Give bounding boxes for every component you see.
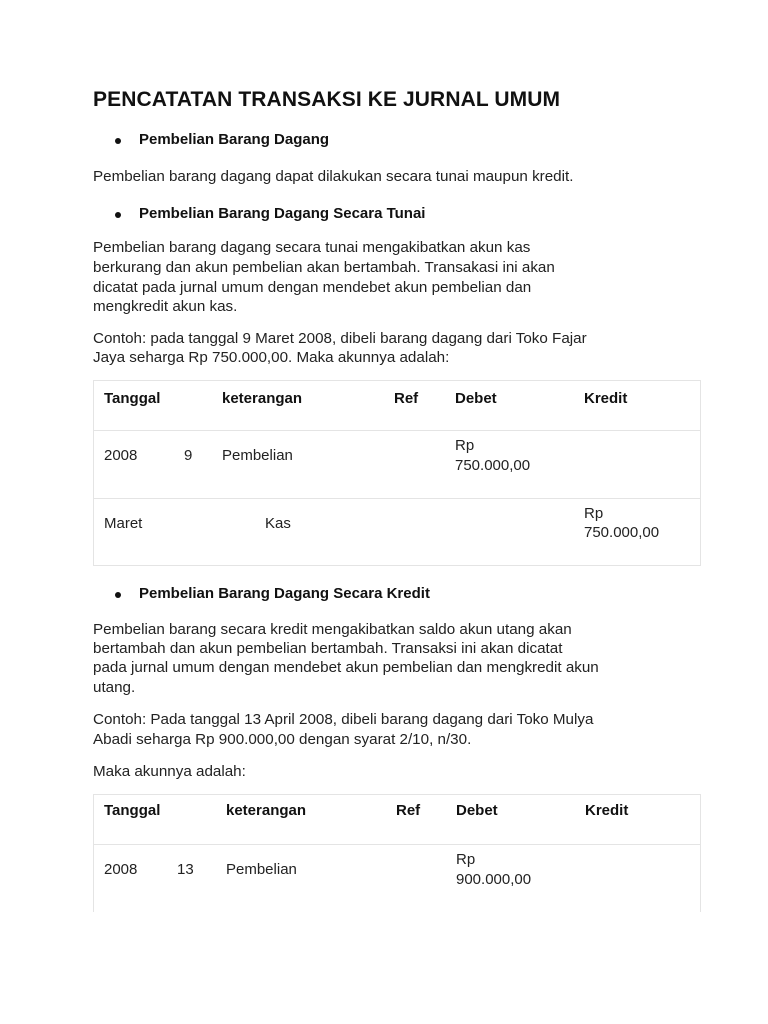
cell-keterangan: Pembelian <box>226 861 297 878</box>
cell-keterangan: Kas <box>265 515 291 532</box>
bullet-label: Pembelian Barang Dagang Secara Tunai <box>139 205 426 222</box>
paragraph-line: Jaya seharga Rp 750.000,00. Maka akunnya adalah: <box>93 349 450 366</box>
header-kredit: Kredit <box>584 390 628 407</box>
paragraph-line: Pembelian barang secara kredit mengakibatkan saldo akun utang akan <box>93 621 572 638</box>
paragraph-line: Contoh: pada tanggal 9 Maret 2008, dibeli barang dagang dari Toko Fajar <box>93 330 587 347</box>
cell-debet-amount: 900.000,00 <box>456 871 532 888</box>
bullet-dot-icon <box>115 592 121 598</box>
bullet-label: Pembelian Barang Dagang <box>139 131 330 148</box>
journal-table-kredit <box>93 794 701 912</box>
paragraph-line: bertambah dan akun pembelian bertambah. Transaksi ini akan dicatat <box>93 640 563 657</box>
paragraph-line: pada jurnal umum dengan mendebet akun pembelian dan mengkredit akun <box>93 659 599 676</box>
header-kredit: Kredit <box>585 802 629 819</box>
journal-table-tunai <box>93 380 701 566</box>
intro-paragraph: Pembelian barang dagang dapat dilakukan secara tunai maupun kredit. <box>93 168 574 185</box>
cell-kredit-currency: Rp <box>584 505 604 522</box>
header-tanggal: Tanggal <box>104 390 161 407</box>
bullet-dot-icon <box>115 138 121 144</box>
header-keterangan: keterangan <box>222 390 303 407</box>
table-row <box>94 845 700 913</box>
cell-year: 2008 <box>104 447 138 464</box>
cell-debet-currency: Rp <box>455 437 475 454</box>
header-ref: Ref <box>394 390 419 407</box>
maka-paragraph: Maka akunnya adalah: <box>93 763 246 780</box>
paragraph-line: utang. <box>93 679 136 696</box>
cell-debet-amount: 750.000,00 <box>455 457 531 474</box>
paragraph-line: mengkredit akun kas. <box>93 298 238 315</box>
page-title: PENCATATAN TRANSAKSI KE JURNAL UMUM <box>93 88 561 111</box>
table-row <box>94 431 700 499</box>
cell-kredit-amount: 750.000,00 <box>584 524 660 541</box>
cell-keterangan: Pembelian <box>222 447 293 464</box>
table-header-row <box>94 381 700 431</box>
header-debet: Debet <box>456 802 498 819</box>
paragraph-line: Abadi seharga Rp 900.000,00 dengan syarat 2/10, n/30. <box>93 731 472 748</box>
paragraph-line: Contoh: Pada tanggal 13 April 2008, dibeli barang dagang dari Toko Mulya <box>93 711 594 728</box>
cell-debet-currency: Rp <box>456 851 476 868</box>
bullet-label: Pembelian Barang Dagang Secara Kredit <box>139 585 430 602</box>
table-header-row <box>94 795 700 845</box>
paragraph-line: berkurang dan akun pembelian akan bertambah. Transakasi ini akan <box>93 259 555 276</box>
paragraph-line: Pembelian barang dagang secara tunai mengakibatkan akun kas <box>93 239 531 256</box>
bullet-dot-icon <box>115 212 121 218</box>
header-keterangan: keterangan <box>226 802 307 819</box>
table-row <box>94 499 700 565</box>
header-ref: Ref <box>396 802 421 819</box>
header-tanggal: Tanggal <box>104 802 161 819</box>
header-debet: Debet <box>455 390 497 407</box>
cell-year: 2008 <box>104 861 138 878</box>
cell-month: Maret <box>104 515 143 532</box>
cell-day: 13 <box>177 861 194 878</box>
paragraph-line: dicatat pada jurnal umum dengan mendebet akun pembelian dan <box>93 279 532 296</box>
cell-day: 9 <box>184 447 193 464</box>
